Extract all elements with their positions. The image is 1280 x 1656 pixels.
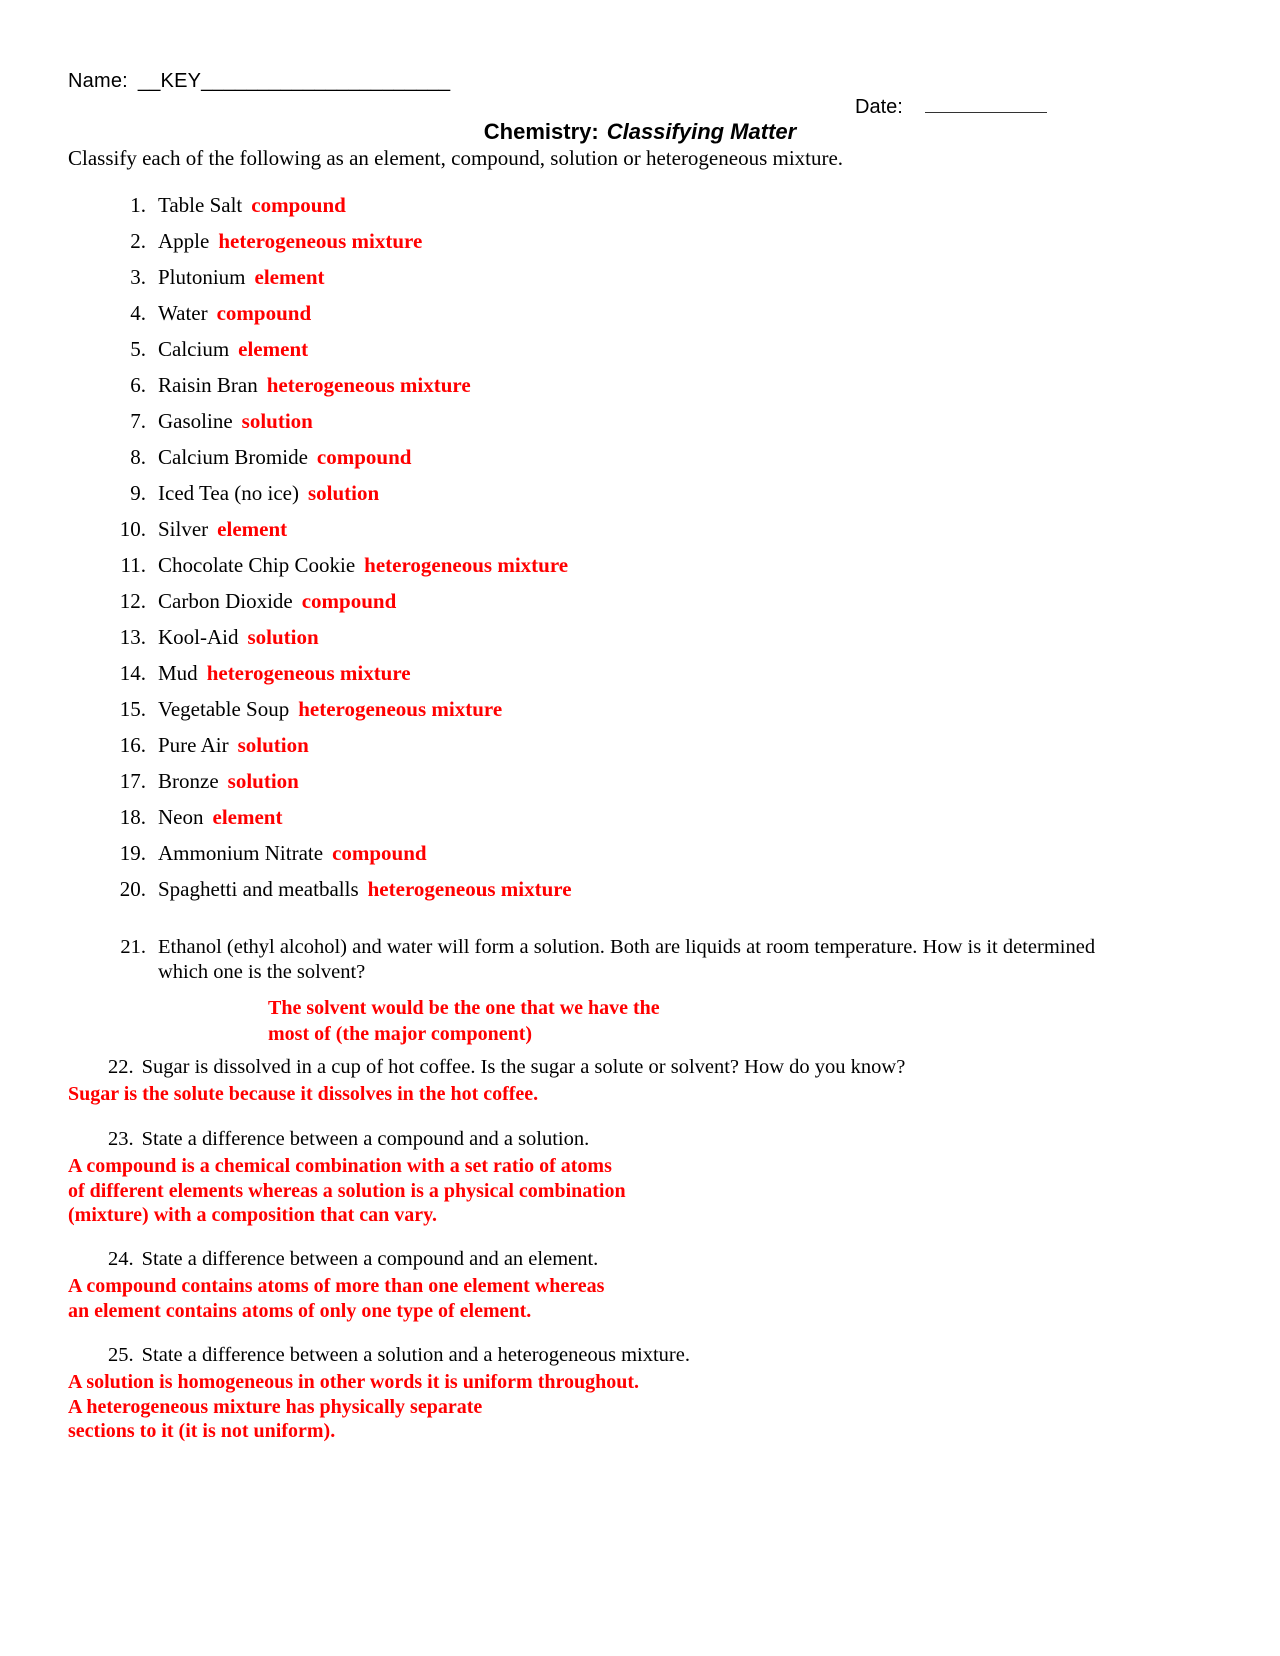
answer-line: sections to it (it is not uniform). [68,1420,336,1442]
question-answer [68,1274,1218,1323]
question-line [108,1248,1218,1271]
name-label: Name: [68,70,128,92]
date-field-row [855,96,1047,119]
item-number: 11. [120,553,146,577]
list-item [104,625,1204,661]
item-answer: compound [301,589,397,613]
item-number: 17. [119,769,146,793]
list-item [104,373,1204,409]
item-term: Bronze [158,769,219,793]
item-term: Iced Tea (no ice) [158,481,299,505]
item-answer: solution [227,769,299,793]
item-term: Ammonium Nitrate [158,841,324,865]
question-line [108,1128,1218,1151]
list-item [104,805,1204,841]
item-answer: compound [216,301,312,325]
item-answer: solution [307,481,380,505]
item-term: Vegetable Soup [158,697,290,721]
question-21 [104,935,1114,1047]
item-term: Chocolate Chip Cookie [158,553,356,577]
item-answer: solution [237,733,309,757]
item-term: Water [158,301,208,325]
item-term: Pure Air [158,733,229,757]
item-answer: element [217,517,288,541]
name-input-blank[interactable]: __KEY______________________ [137,70,451,92]
item-number: 4. [130,301,146,325]
item-term: Gasoline [158,409,233,433]
item-answer: solution [247,625,319,649]
page-title [0,119,1280,145]
item-term: Raisin Bran [158,373,258,397]
item-number: 14. [119,661,146,685]
item-answer: heterogeneous mixture [298,697,503,721]
item-term: Table Salt [158,193,243,217]
item-number: 6. [130,373,146,397]
date-label: Date: [855,96,903,118]
question-answer [268,995,1114,1047]
list-item [104,229,1204,265]
answer-line: of different elements whereas a solution is a physical combination [68,1179,626,1202]
item-answer: heterogeneous mixture [266,373,471,397]
question-answer [68,1154,1218,1228]
list-item [104,841,1204,877]
date-input-blank[interactable] [925,97,1047,113]
item-answer: element [212,805,283,829]
question-answer [68,1082,1218,1107]
item-answer: compound [251,193,346,217]
item-number: 20. [119,877,146,901]
question-number: 24. [108,1248,134,1270]
answer-line: Sugar is the solute because it dissolves in the hot coffee. [68,1083,539,1105]
question-answer [68,1370,1218,1444]
list-item [104,481,1204,517]
item-term: Silver [158,517,209,541]
item-number: 19. [119,841,146,865]
item-number: 1. [130,193,146,217]
question-22 [68,1056,1218,1107]
title-subject: Chemistry: [483,119,599,144]
item-number: 13. [119,625,146,649]
list-item [104,877,1204,913]
instructions-text: Classify each of the following as an element, compound, solution or heterogeneous mixture. [68,146,844,170]
question-line [108,1056,1218,1079]
list-item [104,301,1204,337]
answer-line: (mixture) with a composition that can vary. [68,1204,438,1226]
question-line [108,1344,1218,1367]
list-item [104,553,1204,589]
item-term: Neon [158,805,204,829]
question-text: State a difference between a solution and a heterogeneous mixture. [141,1344,690,1366]
question-number: 25. [108,1344,134,1366]
item-number: 8. [130,445,146,469]
question-text: State a difference between a compound and a solution. [141,1128,590,1150]
question-25 [68,1344,1218,1444]
answer-line: The solvent would be the one that we have the [268,997,660,1019]
item-answer: compound [316,445,412,469]
item-term: Plutonium [158,265,246,289]
answer-line: A solution is homogeneous in other words it is uniform throughout. [68,1371,640,1393]
item-term: Mud [158,661,198,685]
item-number: 12. [119,589,146,613]
answer-line: A heterogeneous mixture has physically separate [68,1395,483,1418]
item-term: Spaghetti and meatballs [158,877,359,901]
list-item [104,661,1204,697]
question-number: 23. [108,1128,134,1150]
list-item [104,769,1204,805]
answer-line: an element contains atoms of only one type of element. [68,1299,532,1322]
question-text: Ethanol (ethyl alcohol) and water will form a solution. Both are liquids at room temperature. How is it determined which one is the solvent? [158,936,1096,983]
title-topic: Classifying Matter [606,119,797,144]
item-answer: compound [332,841,427,865]
list-item [104,445,1204,481]
item-number: 2. [130,229,146,253]
item-answer: heterogeneous mixture [364,553,569,577]
answer-line: A compound is a chemical combination with a set ratio of atoms [68,1155,612,1177]
item-answer: solution [241,409,313,433]
item-number: 3. [130,265,146,289]
item-answer: heterogeneous mixture [367,877,572,901]
item-number: 5. [130,337,146,361]
item-term: Carbon Dioxide [158,589,293,613]
item-number: 15. [119,697,146,721]
name-field-row [68,70,450,93]
item-number: 16. [119,733,146,757]
question-text: State a difference between a compound and an element. [141,1248,599,1270]
list-item [104,733,1204,769]
list-item [104,589,1204,625]
question-number: 22. [108,1056,134,1078]
item-number: 18. [119,805,146,829]
answer-line: most of (the major component) [268,1023,533,1045]
list-item [104,697,1204,733]
list-item [104,337,1204,373]
item-answer: element [254,265,325,289]
item-term: Apple [158,229,210,253]
item-number: 10. [119,517,146,541]
item-answer: heterogeneous mixture [206,661,411,685]
item-number: 9. [130,481,146,505]
classification-list [104,193,1204,913]
item-term: Kool-Aid [158,625,239,649]
question-text: Sugar is dissolved in a cup of hot coffee. Is the sugar a solute or solvent? How do you know? [141,1056,906,1078]
question-24 [68,1248,1218,1323]
item-term: Calcium [158,337,230,361]
list-item [104,409,1204,445]
list-item [104,265,1204,301]
item-answer: heterogeneous mixture [218,229,423,253]
item-term: Calcium Bromide [158,445,308,469]
item-number: 7. [130,409,146,433]
answer-line: A compound contains atoms of more than one element whereas [68,1275,605,1297]
item-answer: element [238,337,309,361]
list-item [104,193,1204,229]
list-item [104,517,1204,553]
question-number: 21. [120,936,146,958]
question-23 [68,1128,1218,1228]
